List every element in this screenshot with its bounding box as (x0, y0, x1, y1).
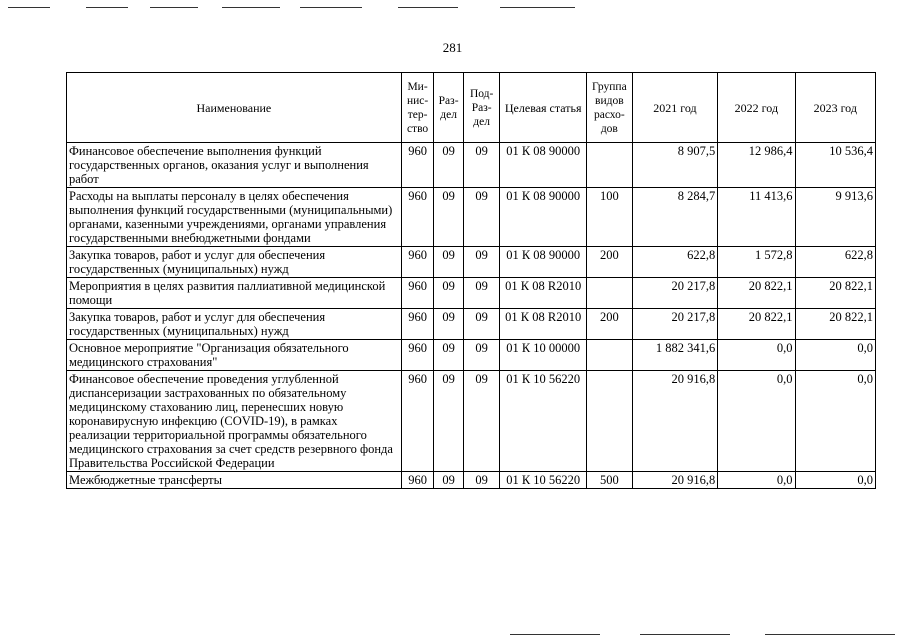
cell-ministry: 960 (401, 340, 434, 371)
cell-2022: 20 822,1 (718, 309, 795, 340)
cell-2021: 1 882 341,6 (632, 340, 717, 371)
cell-2023: 622,8 (795, 247, 875, 278)
header-2023: 2023 год (795, 73, 875, 143)
cell-target: 01 К 10 56220 (500, 371, 586, 472)
cell-section: 09 (434, 247, 464, 278)
cell-2022: 0,0 (718, 340, 795, 371)
table-body (67, 143, 876, 489)
cell-2023: 20 822,1 (795, 278, 875, 309)
table-row (67, 371, 876, 472)
cell-subsection: 09 (463, 188, 500, 247)
cell-expense-group: 200 (586, 247, 632, 278)
cell-2021: 20 217,8 (632, 309, 717, 340)
cell-2021: 20 916,8 (632, 472, 717, 489)
header-target: Целевая статья (500, 73, 586, 143)
cell-2021: 8 907,5 (632, 143, 717, 188)
table-row (67, 340, 876, 371)
cell-name: Основное мероприятие "Организация обязательного медицинского страхования" (67, 340, 402, 371)
table-header-row (67, 73, 876, 143)
cell-2022: 0,0 (718, 371, 795, 472)
cell-subsection: 09 (463, 371, 500, 472)
table-row (67, 472, 876, 489)
header-section: Раз-дел (434, 73, 464, 143)
header-name: Наименование (67, 73, 402, 143)
cell-name: Мероприятия в целях развития паллиативной медицинской помощи (67, 278, 402, 309)
budget-table (66, 72, 876, 489)
header-subsection: Под-Раз-дел (463, 73, 500, 143)
cell-ministry: 960 (401, 472, 434, 489)
cell-section: 09 (434, 143, 464, 188)
cell-section: 09 (434, 278, 464, 309)
cell-name: Финансовое обеспечение выполнения функций государственных органов, оказания услуг и выполнения работ (67, 143, 402, 188)
cell-2022: 1 572,8 (718, 247, 795, 278)
cell-target: 01 К 08 90000 (500, 188, 586, 247)
cell-name: Расходы на выплаты персоналу в целях обеспечения выполнения функций государственными (муниципальными) органами, казенными учреждениями, органами управления государственными внебюджетными фондами (67, 188, 402, 247)
cell-subsection: 09 (463, 143, 500, 188)
cell-expense-group (586, 340, 632, 371)
cell-2021: 20 217,8 (632, 278, 717, 309)
cell-ministry: 960 (401, 247, 434, 278)
cell-section: 09 (434, 309, 464, 340)
cell-target: 01 К 10 56220 (500, 472, 586, 489)
header-ministry: Ми-нис-тер-ство (401, 73, 434, 143)
cell-2022: 12 986,4 (718, 143, 795, 188)
cell-2023: 0,0 (795, 340, 875, 371)
cell-ministry: 960 (401, 371, 434, 472)
cell-target: 01 К 08 R2010 (500, 309, 586, 340)
cell-name: Межбюджетные трансферты (67, 472, 402, 489)
cell-expense-group (586, 278, 632, 309)
cell-name: Закупка товаров, работ и услуг для обеспечения государственных (муниципальных) нужд (67, 309, 402, 340)
cell-target: 01 К 08 90000 (500, 143, 586, 188)
cell-section: 09 (434, 340, 464, 371)
cell-section: 09 (434, 371, 464, 472)
header-2021: 2021 год (632, 73, 717, 143)
cell-2023: 0,0 (795, 472, 875, 489)
cell-2022: 0,0 (718, 472, 795, 489)
cell-subsection: 09 (463, 247, 500, 278)
cell-subsection: 09 (463, 472, 500, 489)
cell-expense-group: 200 (586, 309, 632, 340)
cell-target: 01 К 10 00000 (500, 340, 586, 371)
cell-target: 01 К 08 R2010 (500, 278, 586, 309)
cell-ministry: 960 (401, 278, 434, 309)
cell-2023: 0,0 (795, 371, 875, 472)
cell-subsection: 09 (463, 278, 500, 309)
cell-2021: 8 284,7 (632, 188, 717, 247)
cell-expense-group: 500 (586, 472, 632, 489)
table-row (67, 278, 876, 309)
cell-name: Финансовое обеспечение проведения углубленной диспансеризации застрахованных по обязательному медицинскому стахованию лиц, перенесших новую коронавирусную инфекцию (COVID-19), в рамках реализации территориальной программы обязательного медицинского страхования за счет средств резервного фонда Правительства Российской Федерации (67, 371, 402, 472)
scan-artifact-lines (0, 0, 905, 20)
cell-2023: 9 913,6 (795, 188, 875, 247)
header-expense-group: Группа видов расхо-дов (586, 73, 632, 143)
table-row (67, 309, 876, 340)
cell-2023: 20 822,1 (795, 309, 875, 340)
header-2022: 2022 год (718, 73, 795, 143)
cell-expense-group (586, 143, 632, 188)
cell-expense-group (586, 371, 632, 472)
cell-2021: 20 916,8 (632, 371, 717, 472)
cell-2022: 11 413,6 (718, 188, 795, 247)
cell-2022: 20 822,1 (718, 278, 795, 309)
cell-target: 01 К 08 90000 (500, 247, 586, 278)
table-row (67, 188, 876, 247)
cell-2023: 10 536,4 (795, 143, 875, 188)
cell-ministry: 960 (401, 188, 434, 247)
table-row (67, 143, 876, 188)
cell-section: 09 (434, 188, 464, 247)
cell-ministry: 960 (401, 309, 434, 340)
page-number: 281 (442, 40, 463, 55)
cell-expense-group: 100 (586, 188, 632, 247)
cell-ministry: 960 (401, 143, 434, 188)
cell-2021: 622,8 (632, 247, 717, 278)
cell-subsection: 09 (463, 340, 500, 371)
cell-section: 09 (434, 472, 464, 489)
cell-name: Закупка товаров, работ и услуг для обеспечения государственных (муниципальных) нужд (67, 247, 402, 278)
table-row (67, 247, 876, 278)
cell-subsection: 09 (463, 309, 500, 340)
